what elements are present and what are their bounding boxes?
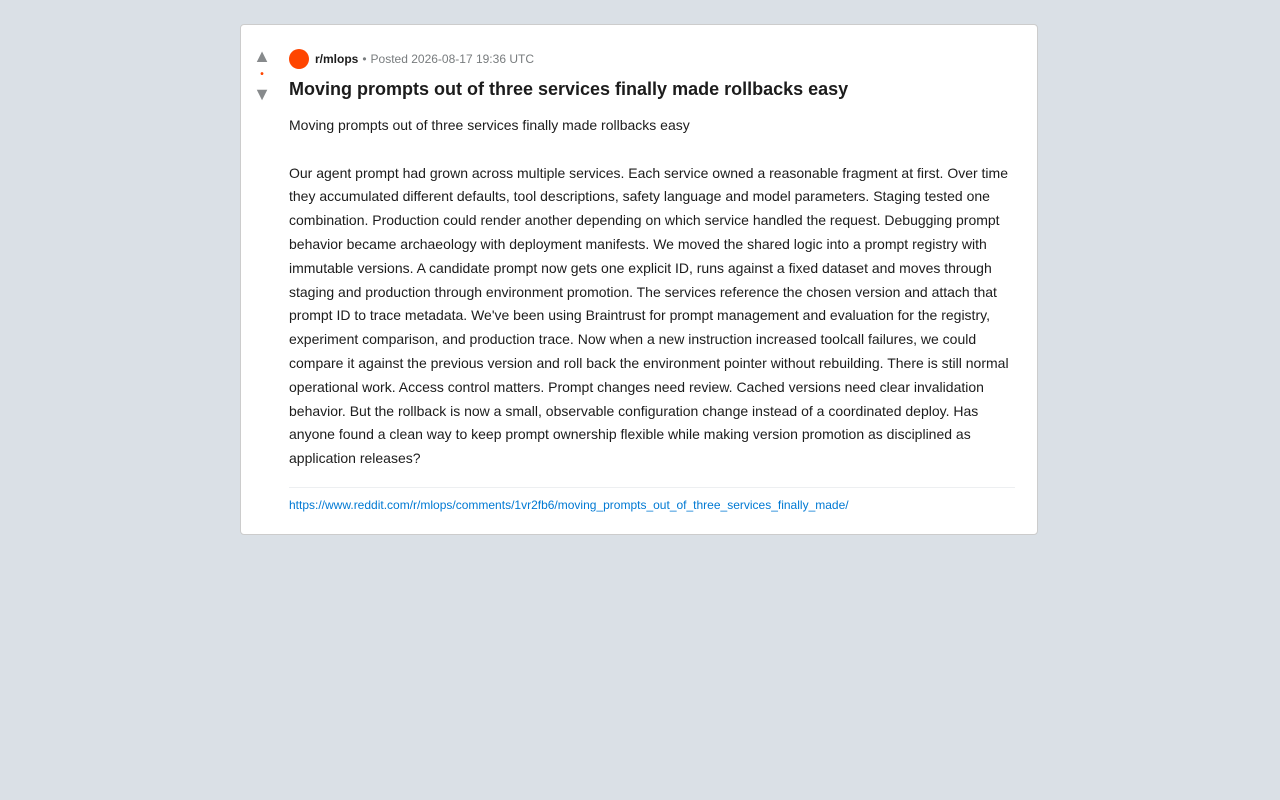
post-body-paragraph: Moving prompts out of three services finally made rollbacks easy: [289, 117, 690, 133]
post-title: Moving prompts out of three services finally made rollbacks easy: [289, 79, 849, 99]
meta-separator: •: [362, 52, 367, 66]
post-meta: [289, 49, 1015, 69]
post-content: [289, 49, 1015, 513]
post-body: [289, 114, 1015, 471]
divider: [289, 487, 1015, 488]
vote-column: [251, 47, 273, 103]
posted-timestamp: Posted 2026-08-17 19:36 UTC: [370, 52, 534, 66]
upvote-arrow-icon[interactable]: ▲: [253, 46, 271, 66]
post-card: [240, 24, 1038, 535]
subreddit-name[interactable]: r/mlops: [315, 52, 359, 66]
vote-score: •: [260, 69, 264, 80]
subreddit-icon[interactable]: [289, 49, 309, 69]
post-body-paragraph: Our agent prompt had grown across multiple services. Each service owned a reasonable fragment at first. Over time they accumulated different defaults, tool descriptions, safety language and model parameters. Staging tested one combination. Production could render another depending on which service handled the request. Debugging prompt behavior became archaeology with deployment manifests. We moved the shared logic into a prompt registry with immutable versions. A candidate prompt now gets one explicit ID, runs against a fixed dataset and moves through staging and production through environment promotion. The services reference the chosen version and attach that prompt ID to trace metadata. We've been using Braintrust for prompt management and evaluation for the registry, experiment comparison, and production trace. Now when a new instruction increased toolcall failures, we could compare it against the previous version and roll back the environment pointer without rebuilding. There is still normal operational work. Access control matters. Prompt changes need review. Cached versions need clear invalidation behavior. But the rollback is now a small, observable configuration change instead of a coordinated deploy. Has anyone found a clean way to keep prompt ownership flexible while making version promotion as disciplined as application releases?: [289, 164, 1009, 467]
post-permalink[interactable]: https://www.reddit.com/r/mlops/comments/1vr2fb6/moving_prompts_out_of_three_services_finally_made/: [289, 497, 849, 512]
downvote-arrow-icon[interactable]: ▼: [253, 84, 271, 104]
